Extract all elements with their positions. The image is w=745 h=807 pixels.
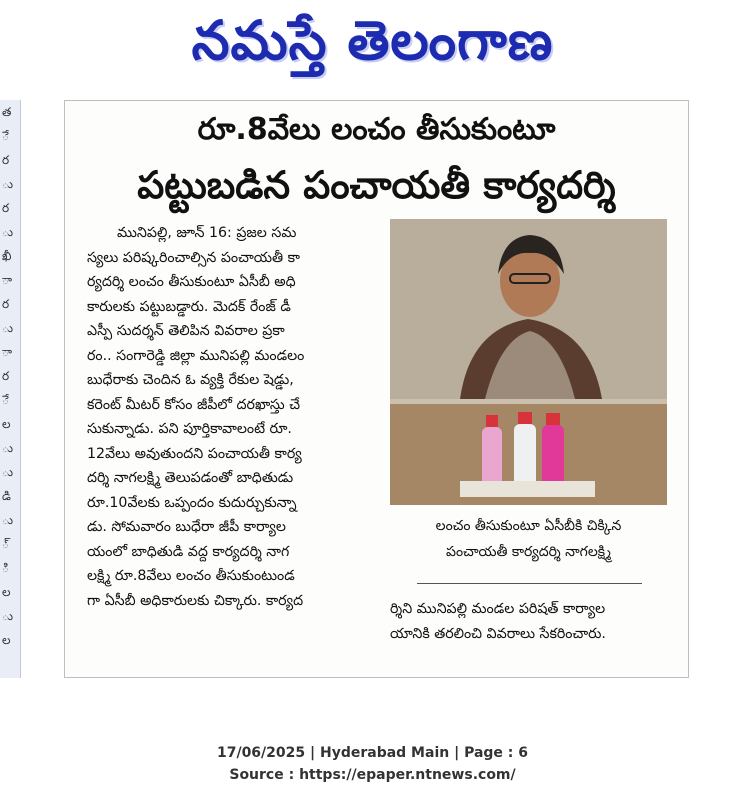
newspaper-masthead: నమస్తే తెలంగాణ	[191, 9, 554, 72]
strip-char: ర	[2, 153, 10, 167]
article-body	[87, 221, 385, 613]
news-clipping	[64, 100, 689, 678]
article-photo	[390, 219, 667, 505]
strip-char: ా	[2, 345, 13, 359]
article-body-line: ఎస్పీ సుదర్శన్ తెలిపిన వివరాల ప్రకా	[87, 323, 285, 339]
strip-char: ్	[2, 537, 9, 551]
strip-char: త	[2, 105, 12, 119]
article-body-line: స్యలు పరిష్కరించాల్సిన పంచాయతీ కా	[87, 249, 300, 266]
article-body-line: దర్శి నాగలక్ష్మి తెలుపడంతో బాధితుడు	[87, 470, 294, 486]
article-body-line: రూ.10వేలకు ఒప్పందం కుదుర్చుకున్నా	[87, 494, 297, 511]
strip-char: ర	[2, 297, 10, 311]
strip-char: ే	[2, 129, 9, 143]
article-body-line: రం.. సంగారెడ్డి జిల్లా మునిపల్లి మండలం	[87, 347, 305, 364]
article-body-line: ర్శిని మునిపల్లి మండల పరిషత్ కార్యాల	[390, 601, 606, 617]
article-body-line: గా ఏసీబీ అధికారులకు చిక్కారు. కార్యద	[87, 592, 304, 609]
article-body-line: ర్యదర్శి లంచం తీసుకుంటూ ఏసీబీ అధి	[87, 274, 296, 290]
caption-divider	[417, 583, 642, 584]
strip-char: ల	[2, 417, 11, 431]
strip-char: ు	[2, 177, 14, 191]
strip-char: ల	[2, 633, 11, 647]
article-body-line: మునిపల్లి, జూన్ 16: ప్రజల సమ	[117, 225, 297, 241]
footer-source: Source : https://epaper.ntnews.com/	[229, 767, 516, 783]
strip-char: ల	[2, 585, 11, 599]
article-body-line: కారులకు పట్టుబడ్డారు. మెదక్ రేంజ్ డీ	[87, 298, 291, 315]
article-body-line: యంలో బాధితుడి వద్ద కార్యదర్శి నాగ	[87, 543, 290, 560]
article-body-line: కరెంట్ మీటర్ కోసం జీపీలో దరఖాస్తు చే	[87, 396, 300, 413]
strip-char: ు	[2, 321, 14, 335]
footer-date-edition: 17/06/2025 | Hyderabad Main | Page : 6	[216, 745, 529, 761]
strip-char: ి	[2, 561, 9, 575]
article-body-line: 12వేలు అవుతుందని పంచాయతీ కార్య	[87, 445, 302, 462]
strip-char: ే	[2, 393, 9, 407]
strip-char: ఖీ	[2, 249, 12, 263]
headline-line-2: పట్టుబడిన పంచాయతీ కార్యదర్శి	[137, 163, 616, 207]
caption-line-2: పంచాయతీ కార్యదర్శి నాగలక్ష్మి	[446, 544, 611, 560]
article-body-line: లక్ష్మి రూ.8వేలు లంచం తీసుకుంటుండ	[87, 568, 295, 584]
article-body-line: యానికి తరలించి వివరాలు సేకరించారు.	[390, 625, 606, 642]
strip-char: ు	[2, 441, 14, 455]
article-body-line: బుధేరాకు చెందిన ఓ వ్యక్తి రేకుల షెడ్డు,	[87, 372, 294, 388]
article-body-line: సుకున్నాడు. పని పూర్తికావాలంటే రూ.	[87, 421, 292, 437]
strip-char: ు	[2, 225, 14, 239]
strip-char: ర	[2, 201, 10, 215]
strip-char: డి	[2, 489, 11, 503]
strip-char: ు	[2, 609, 14, 623]
article-body-line: డు. సోమవారం బుధేరా జీపీ కార్యాల	[87, 519, 286, 535]
strip-char: ు	[2, 465, 14, 479]
photo-caption	[390, 513, 667, 565]
strip-char: ా	[2, 273, 13, 287]
article-body-continued	[390, 597, 667, 646]
headline-line-1: రూ.8వేలు లంచం తీసుకుంటూ	[197, 112, 556, 147]
caption-line-1: లంచం తీసుకుంటూ ఏసీబీకి చిక్కిన	[435, 518, 622, 534]
adjacent-column-strip	[0, 100, 21, 678]
strip-char: ు	[2, 513, 14, 527]
strip-char: ర	[2, 369, 10, 383]
